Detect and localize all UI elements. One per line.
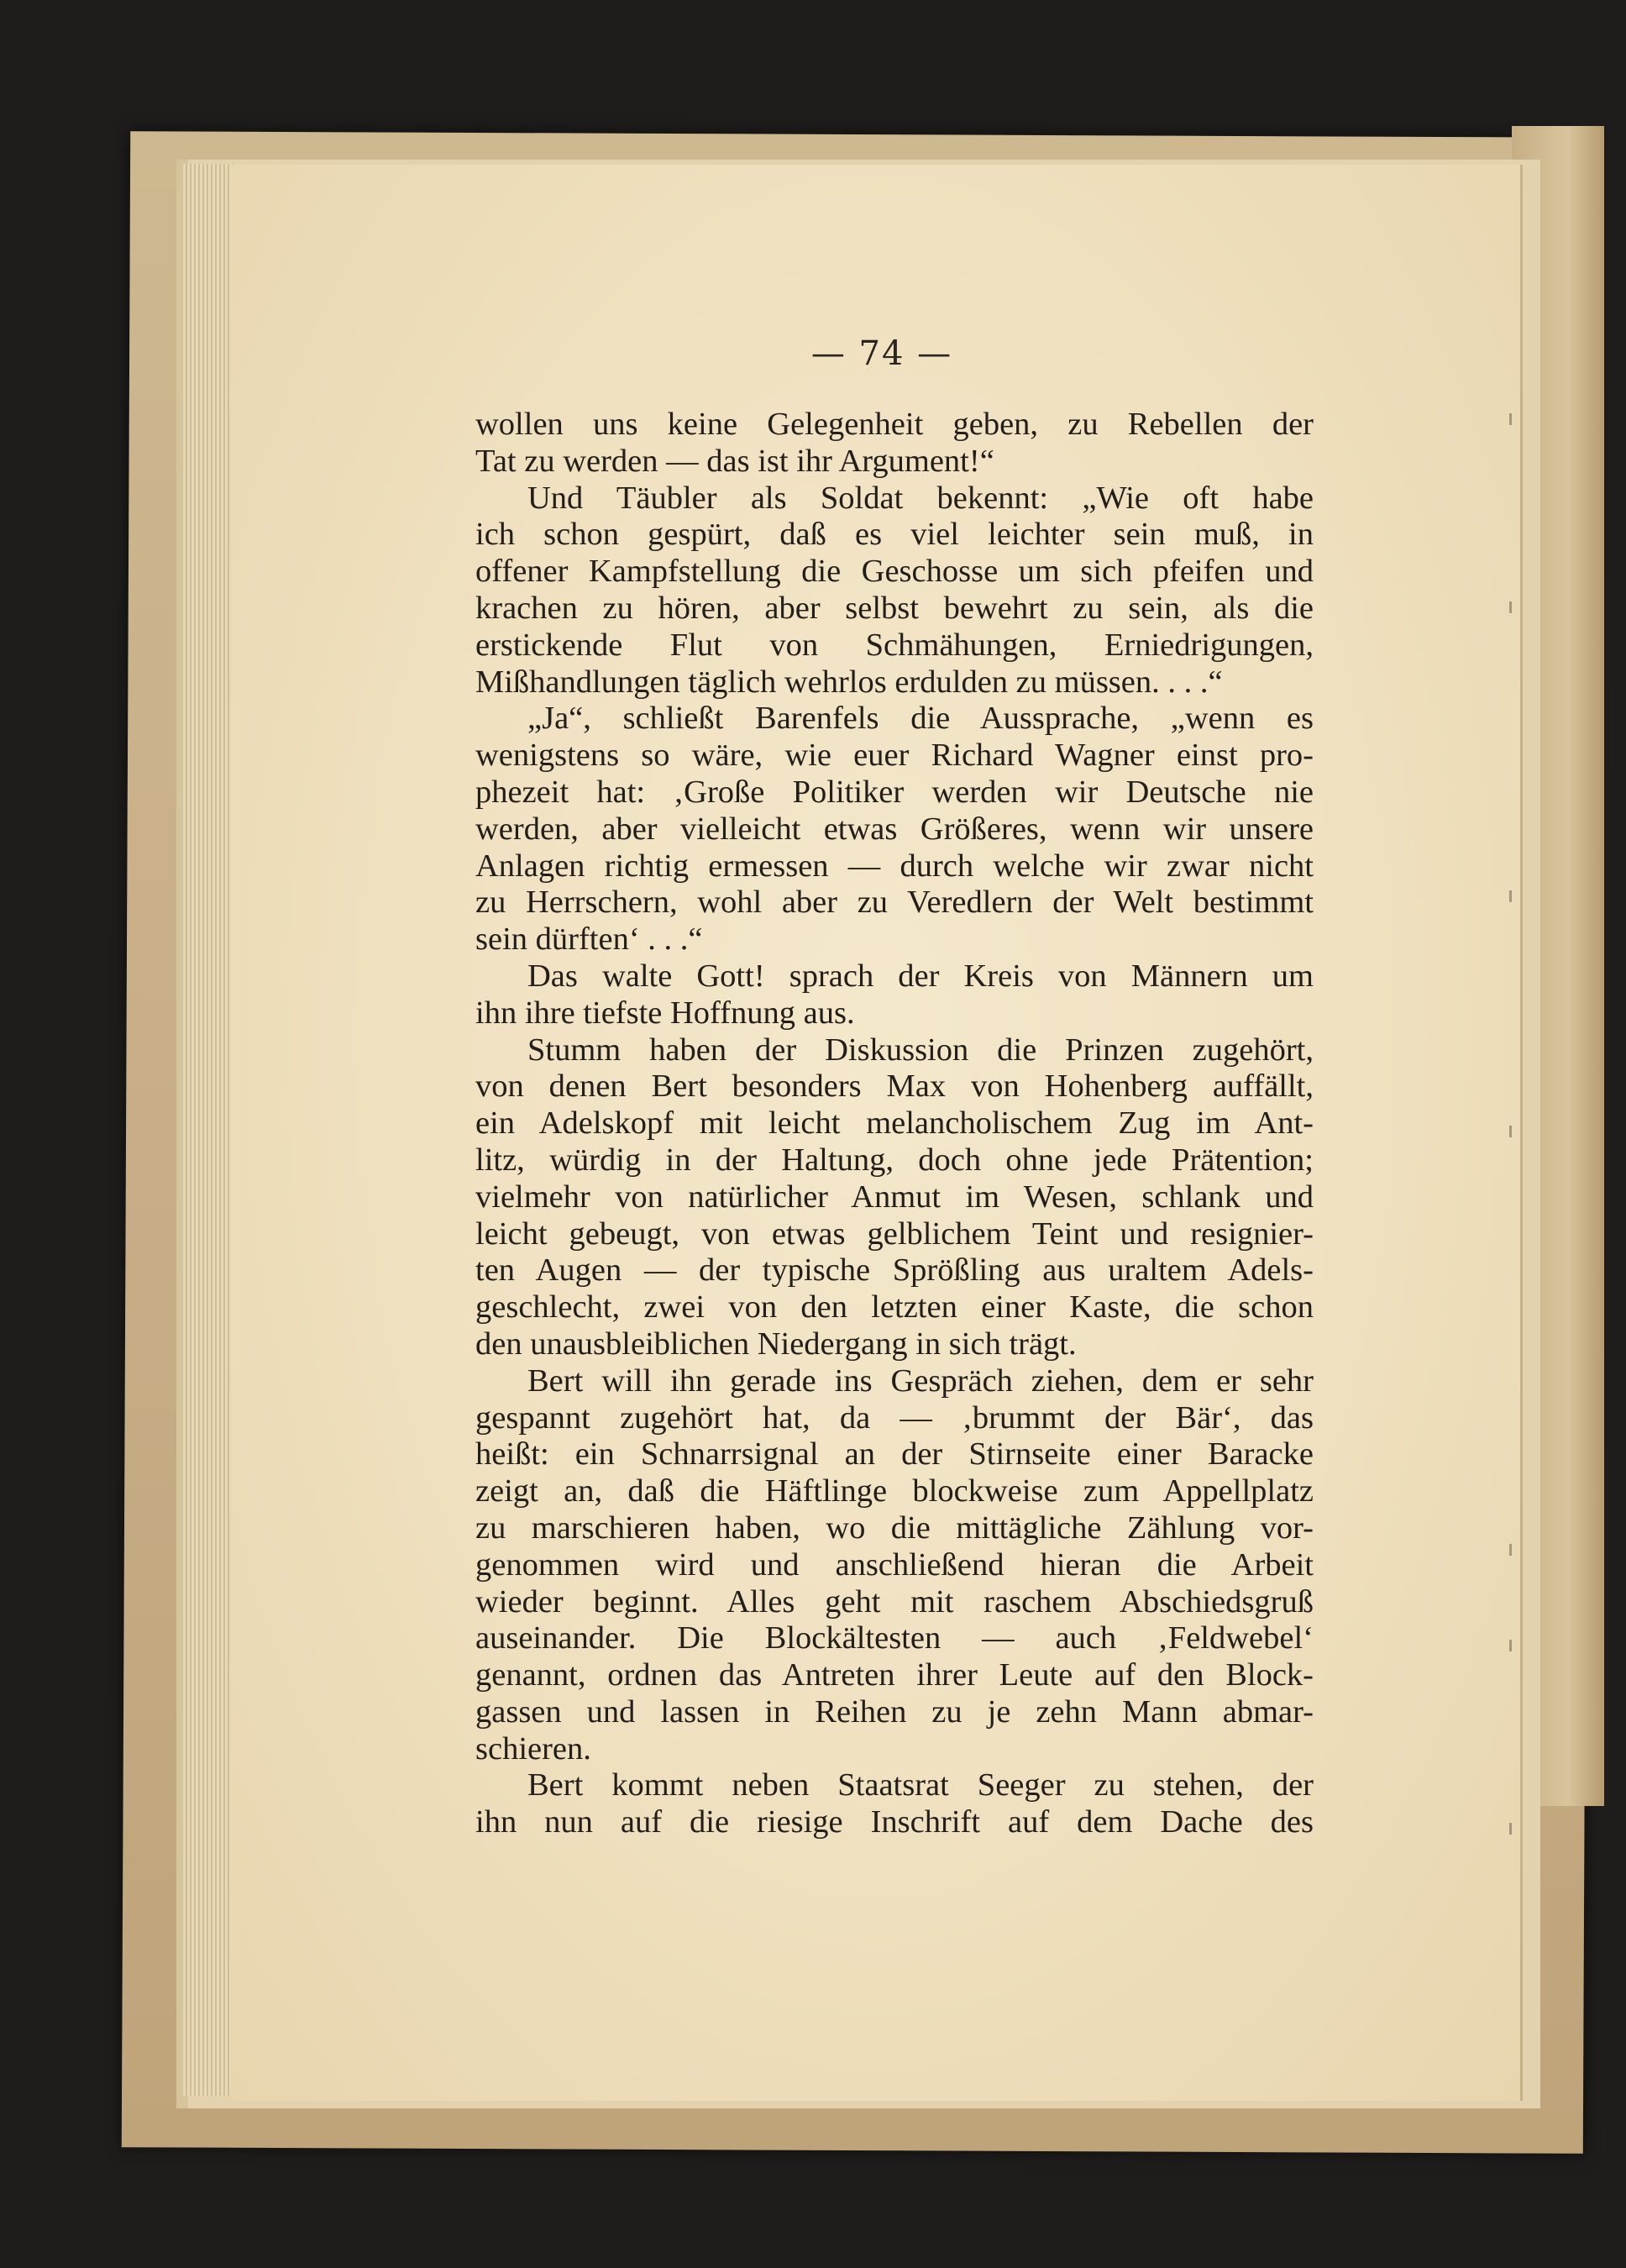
paper-speck [1509, 890, 1512, 902]
text-line: schieren. [475, 1730, 591, 1767]
paper-speck [1509, 1640, 1512, 1651]
text-line: heißt: ein Schnarrsignal an der Stirnseite einer Baracke [475, 1436, 1314, 1473]
text-line: Mißhandlungen täglich wehrlos erdulden zu müssen. . . .“ [475, 664, 1223, 700]
text-line: Tat zu werden — das ist ihr Argument!“ [475, 443, 994, 479]
text-line: ten Augen — der typische Sprößling aus uraltem Adels- [475, 1252, 1314, 1289]
text-line: offener Kampfstellung die Geschosse um sich pfeifen und [475, 554, 1314, 590]
text-line: leicht gebeugt, von etwas gelblichem Teint und resignier- [475, 1215, 1314, 1252]
paper-speck [1509, 413, 1512, 425]
text-line: auseinander. Die Blockältesten — auch ‚Feldwebel‘ [475, 1620, 1314, 1656]
text-line: wieder beginnt. Alles geht mit raschem Abschiedsgruß [475, 1583, 1314, 1620]
text-line: zu marschieren haben, wo die mittägliche Zählung vor- [475, 1509, 1314, 1546]
page-number: — 74 — [810, 334, 953, 373]
text-line: Und Täubler als Soldat bekennt: „Wie oft habe [527, 480, 1314, 516]
text-line: litz, würdig in der Haltung, doch ohne jede Prätention; [475, 1142, 1314, 1178]
paper-speck [1509, 1544, 1512, 1556]
paper-speck [1509, 601, 1512, 613]
text-line: gespannt zugehört hat, da — ‚brummt der Bär‘, das [475, 1399, 1314, 1436]
text-line: zu Herrschern, wohl aber zu Veredlern der Welt bestimmt [475, 885, 1314, 921]
text-line: Bert will ihn gerade ins Gespräch ziehen, dem er sehr [527, 1362, 1314, 1399]
text-line: ihn ihre tiefste Hoffnung aus. [475, 995, 855, 1031]
paper-speck [1509, 1823, 1512, 1835]
text-line: wenigstens so wäre, wie euer Richard Wagner einst pro- [475, 738, 1314, 774]
text-line: genannt, ordnen das Antreten ihrer Leute auf den Block- [475, 1657, 1314, 1693]
text-line: Stumm haben der Diskussion die Prinzen zugehört, [527, 1032, 1314, 1068]
text-line: ihn nun auf die riesige Inschrift auf dem Dache des [475, 1804, 1314, 1840]
text-line: sein dürften‘ . . .“ [475, 921, 703, 958]
text-line: genommen wird und anschließend hieran die Arbeit [475, 1546, 1314, 1583]
text-line: phezeit hat: ‚Große Politiker werden wir Deutsche nie [475, 774, 1314, 810]
text-line: werden, aber vielleicht etwas Größeres, wenn wir unsere [475, 811, 1314, 847]
text-line: ich schon gespürt, daß es viel leichter sein muß, in [475, 517, 1314, 553]
text-line: den unausbleiblichen Niedergang in sich trägt. [475, 1326, 1077, 1362]
text-line: geschlecht, zwei von den letzten einer Kaste, die schon [475, 1289, 1314, 1326]
text-line: krachen zu hören, aber selbst bewehrt zu sein, als die [475, 590, 1314, 626]
text-line: Bert kommt neben Staatsrat Seeger zu stehen, der [527, 1767, 1314, 1803]
text-line: Anlagen richtig ermessen — durch welche wir zwar nicht [475, 848, 1314, 884]
text-line: von denen Bert besonders Max von Hohenberg auffällt, [475, 1068, 1314, 1105]
text-line: zeigt an, daß die Häftlinge blockweise zum Appellplatz [475, 1473, 1314, 1509]
text-line: „Ja“, schließt Barenfels die Aussprache, „wenn es [527, 701, 1314, 737]
text-line: erstickende Flut von Schmähungen, Erniedrigungen, [475, 627, 1314, 663]
text-line: wollen uns keine Gelegenheit geben, zu Rebellen der [475, 407, 1314, 442]
text-line: ein Adelskopf mit leicht melancholischem Zug im Ant- [475, 1105, 1314, 1142]
body-text [475, 407, 1314, 1841]
text-line: vielmehr von natürlicher Anmut im Wesen, schlank und [475, 1179, 1314, 1215]
paper-speck [1509, 1126, 1512, 1137]
page-edges [183, 164, 233, 2096]
text-line: gassen und lassen in Reihen zu je zehn Mann abmar- [475, 1693, 1314, 1730]
text-line: Das walte Gott! sprach der Kreis von Männern um [527, 958, 1314, 994]
